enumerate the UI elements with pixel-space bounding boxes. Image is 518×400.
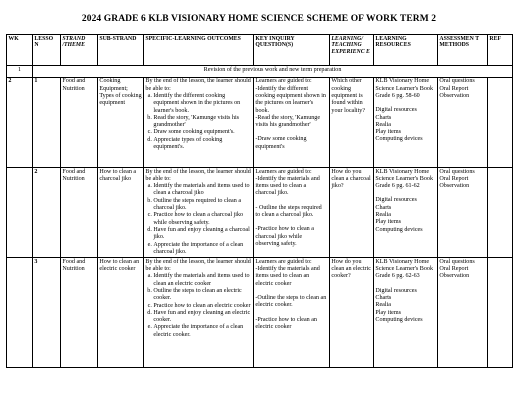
cell-wk (7, 167, 33, 257)
outcomes-list (145, 273, 251, 339)
outcomes-intro: By the end of the lesson, the learner should be able to: (145, 258, 251, 273)
cell-inquiry (254, 167, 330, 257)
cell-assessment (438, 167, 488, 257)
table-header-row (7, 35, 513, 66)
list-item: Charts (375, 114, 392, 121)
header-lesson: LESSO N (33, 35, 61, 66)
list-item: -Outline the steps to clean an electric cooker. (255, 294, 327, 309)
list-item: -Identify the different cooking equipment shown in the pictures on learner's book. (255, 85, 326, 114)
resources-book: KLB Visionary Home Science Learner's Book Grade 6 pg. 58-60 (375, 78, 434, 99)
outcomes-intro: By the end of the lesson, the learner should be able to: (145, 168, 251, 182)
table-row (7, 167, 513, 257)
list-item: Play items (375, 129, 401, 136)
cell-strand: Food and Nutrition (61, 77, 98, 167)
inquiry-intro: Learners are guided to: (255, 78, 312, 85)
list-item: c. Practice how to clean a charcoal jiko while observing safety. (153, 212, 251, 227)
cell-ref (488, 258, 513, 368)
list-item: Oral Report (439, 266, 469, 273)
cell-substrand: Cooking Equipment; Types of cooking equipment (98, 77, 144, 167)
inquiry-intro: Learners are guided to: (255, 168, 312, 175)
list-item: Play items (375, 219, 401, 226)
list-item: Charts (375, 204, 392, 211)
header-wk: WK (7, 35, 33, 66)
list-item: d. Have fun and enjoy cleaning an electric cooker. (153, 310, 251, 325)
list-item: Observation (439, 183, 470, 190)
cell-lesson: 3 (33, 258, 61, 368)
cell-inquiry (254, 77, 330, 167)
resources-book: KLB Visionary Home Science Learner's Book Grade 6 pg. 62-63 (375, 258, 434, 280)
cell-resources (374, 77, 438, 167)
list-item: Oral questions (439, 78, 475, 85)
list-item: Digital resources (375, 197, 417, 204)
header-inquiry: KEY INQUIRY QUESTION(S) (254, 35, 330, 66)
list-item: e. Appreciate the importance of a clean electric cooker. (153, 324, 251, 339)
list-item: a. Identify the materials and items used to clean an electric cooker (153, 273, 251, 288)
list-item: b. Outline the steps to clean an electric cooker. (153, 288, 251, 303)
list-item: -Read the story, 'Kamunge visits his grandmother' (255, 114, 321, 129)
cell-inquiry (254, 258, 330, 368)
list-item: Observation (439, 92, 470, 99)
outcomes-list (145, 93, 251, 151)
list-item: d. Appreciate types of cooking equipment's. (153, 137, 251, 152)
list-item: b. Read the story, 'Kamunge visits his grandmother' (153, 115, 251, 130)
list-item: - Outline the steps required to clean a charcoal jiko. (255, 204, 322, 219)
revision-text: Revision of the previous work and new term preparation (33, 66, 513, 78)
outcomes-intro: By the end of the lesson, the learner should be able to: (145, 78, 251, 92)
list-item: Charts (375, 294, 392, 301)
cell-lesson: 2 (33, 167, 61, 257)
inquiry-intro: Learners are guided to: (255, 258, 312, 265)
list-item: Computing devices (375, 316, 423, 323)
cell-outcomes (144, 167, 254, 257)
cell-wk (7, 258, 33, 368)
revision-row (7, 66, 513, 78)
list-item: c. Draw some cooking equipment's. (153, 129, 251, 136)
cell-outcomes (144, 258, 254, 368)
list-item: -Draw some cooking equipment's (255, 136, 307, 150)
revision-wk: 1 (7, 66, 33, 78)
list-item: Computing devices (375, 226, 423, 233)
outcomes-list (145, 183, 251, 256)
cell-experience: Which other cooking equipment is found within your locality? (330, 77, 374, 167)
cell-ref (488, 167, 513, 257)
cell-substrand: How to clean an electric cooker (98, 258, 144, 368)
header-ref: REF (488, 35, 513, 66)
cell-assessment (438, 258, 488, 368)
list-item: Oral Report (439, 175, 469, 182)
cell-experience: How do you clean a charcoal jiko? (330, 167, 374, 257)
header-resources: LEARNING RESOURCES (374, 35, 438, 66)
cell-strand: Food and Nutrition (61, 258, 98, 368)
list-item: Computing devices (375, 136, 423, 143)
header-outcomes: SPECIFIC-LEARNING OUTCOMES (144, 35, 254, 66)
list-item: Oral Report (439, 85, 469, 92)
list-item: a. Identify the materials and items used to clean a charcoal jiko (153, 183, 251, 198)
list-item: Realia (375, 121, 391, 128)
list-item: Realia (375, 302, 391, 309)
list-item: -Practice how to clean a charcoal jiko while observing safety. (255, 226, 314, 247)
list-item: -Practice how to clean an electric cooker (255, 316, 317, 330)
cell-resources (374, 167, 438, 257)
list-item: Digital resources (375, 287, 417, 294)
list-item: c. Practice how to clean an electric cooker (153, 303, 251, 310)
cell-experience: How do you clean an electric cooker? (330, 258, 374, 368)
list-item: b. Outline the steps required to clean a charcoal jiko. (153, 198, 251, 213)
list-item: -Identify the materials and items used to clean an electric cooker (255, 266, 320, 287)
cell-ref (488, 77, 513, 167)
document-title: 2024 GRADE 6 KLB VISIONARY HOME SCIENCE SCHEME OF WORK TERM 2 (81, 14, 437, 24)
header-strand: STRAND /THEME (61, 35, 98, 66)
list-item: Digital resources (375, 107, 417, 114)
header-substrand: SUB-STRAND (98, 35, 144, 66)
cell-resources (374, 258, 438, 368)
scheme-of-work-table (6, 34, 513, 368)
cell-strand: Food and Nutrition (61, 167, 98, 257)
list-item: a. Identify the different cooking equipment shown in the pictures on learner's book. (153, 93, 251, 115)
header-assessment: ASSESSMEN T METHODS (438, 35, 488, 66)
cell-wk: 2 (7, 77, 33, 167)
list-item: -Identify the materials and items used to clean a charcoal jiko. (255, 175, 320, 197)
resources-book: KLB Visionary Home Science Learner's Book Grade 6 pg. 61-62 (375, 168, 434, 190)
table-row (7, 77, 513, 167)
cell-assessment (438, 77, 488, 167)
list-item: d. Have fun and enjoy cleaning a charcoal jiko. (153, 227, 251, 242)
list-item: e. Appreciate the importance of a clean charcoal jiko. (153, 242, 251, 257)
list-item: Realia (375, 212, 391, 219)
list-item: Oral questions (439, 168, 475, 175)
cell-outcomes (144, 77, 254, 167)
list-item: Play items (375, 309, 401, 316)
cell-substrand: How to clean a charcoal jiko (98, 167, 144, 257)
cell-lesson: 1 (33, 77, 61, 167)
header-experiences: LEARNING/ TEACHING EXPERIENC E (330, 35, 374, 66)
list-item: Oral questions (439, 258, 475, 265)
list-item: Observation (439, 273, 470, 280)
table-row (7, 258, 513, 368)
